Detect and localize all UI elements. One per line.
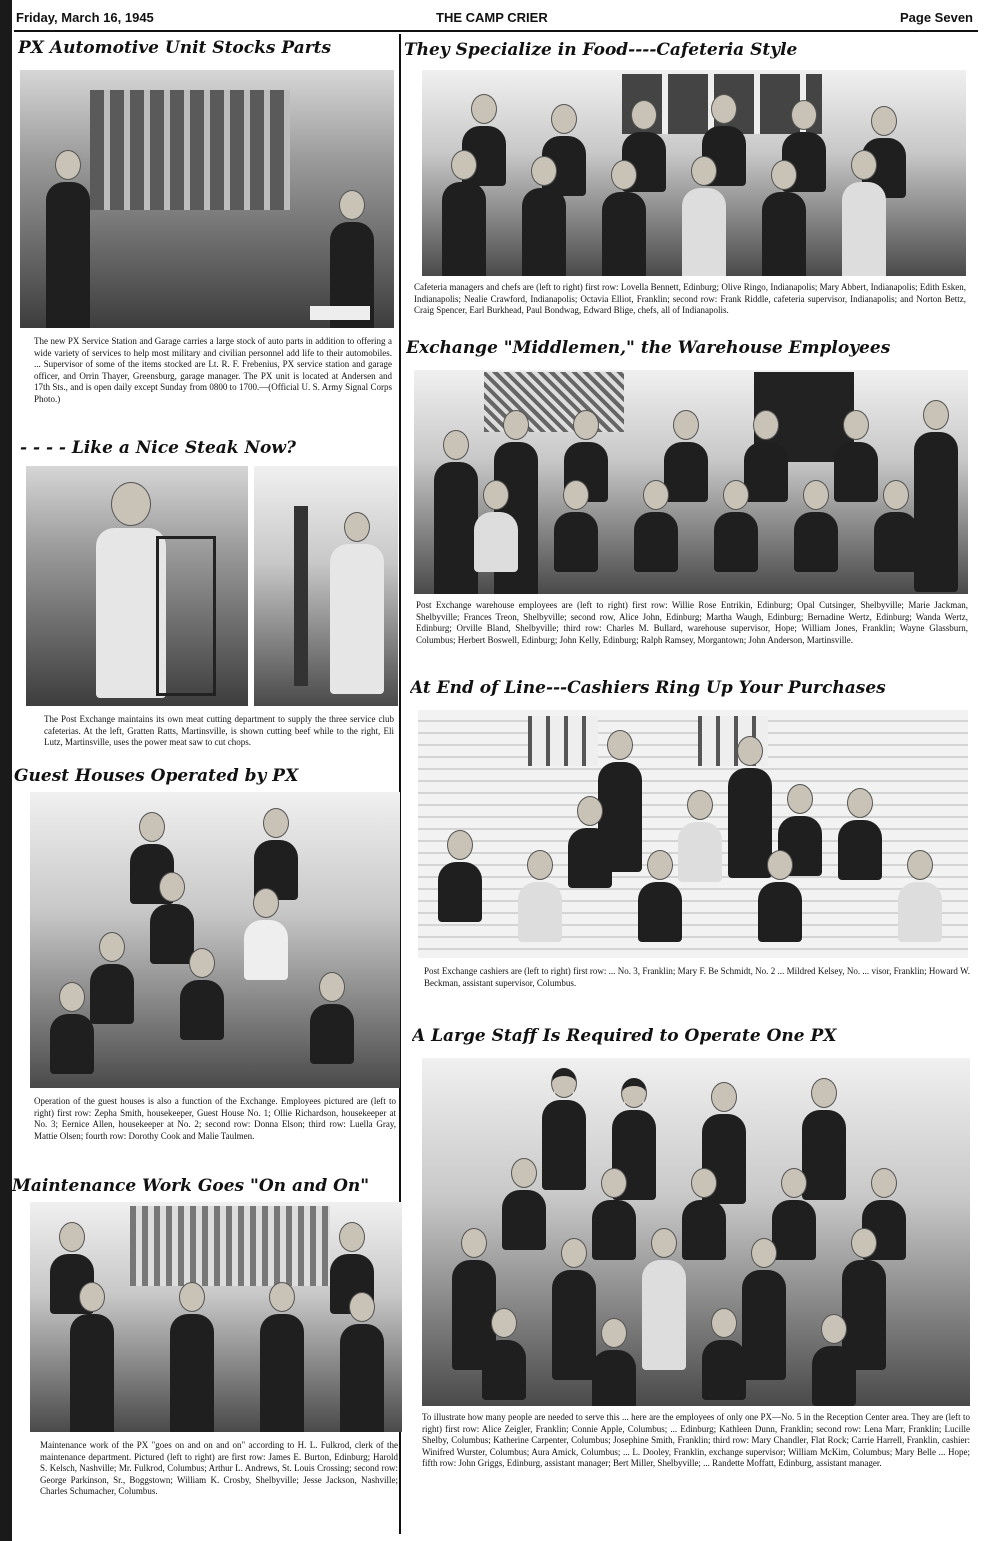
steak-photo-left <box>26 466 248 706</box>
staff-caption: To illustrate how many people are needed to serve this ... here are the employees of only one PX—No. 5 in the Reception Center area. They are (left to right) first row: Alice Zeigler, Franklin; Connie Apple, Columbus; ... Edinburg; Kathleen Dunn, Franklin; second row: Lena Marr, Franklin; Lucille Shelby, Columbus; Katherine Carpenter, Columbus; Josephine Smith, Franklin; third row: Mary Chandler, Flat Rock; Carrie Harrell, Franklin, cashier: Winifred Wurster, Columbus; Aura Amick, Columbus; ... L. Dooley, Franklin, exchange supervisor; William McKim, Columbus; Mary Belle ... Hope; fifth row: John Griggs, Edinburg, assistant manager; Bert Miller, Shelbyville; ... Randette Moffatt, Edinburg, assistant manager. <box>422 1412 970 1469</box>
cashiers-headline: At End of Line---Cashiers Ring Up Your Purchases <box>410 678 886 698</box>
warehouse-photo <box>414 370 968 594</box>
page-number: Page Seven <box>900 10 973 25</box>
steak-headline: - - - - Like a Nice Steak Now? <box>20 438 296 458</box>
steak-photo-right <box>254 466 398 706</box>
issue-date: Friday, March 16, 1945 <box>16 10 154 25</box>
newspaper-title: THE CAMP CRIER <box>436 10 548 25</box>
cashiers-photo <box>418 710 968 958</box>
page-edge-shadow <box>0 0 12 1541</box>
cafeteria-photo <box>422 70 966 276</box>
automotive-caption: The new PX Service Station and Garage carries a large stock of auto parts in addition to offering a wide variety of services to help most military and civilian personnel add life to their automobiles. ... Supervisor of some of the items stocked are Lt. R. F. Frebenius, PX service station and garage officer, and Orrin Thayer, Greensburg, garage manager. The PX unit is located at Andersen and 17th Sts., and is open daily except Sunday from 0800 to 1700.—(Official U. S. Army Signal Corps Photo.) <box>34 336 392 404</box>
maintenance-photo <box>30 1202 402 1432</box>
guest-houses-headline: Guest Houses Operated by PX <box>14 766 299 786</box>
automotive-headline: PX Automotive Unit Stocks Parts <box>18 38 332 58</box>
guest-houses-caption: Operation of the guest houses is also a function of the Exchange. Employees pictured are (left to right) first row: Zepha Smith, housekeeper, Guest House No. 1; Ollie Richardson, housekeeper at No. 3; Eernice Allen, housekeeper at No. 2; second row: Donna Elson; third row: Luella Gray, Mattie Olsen; fourth row: Dorothy Cook and Malie Taulmen. <box>34 1096 396 1141</box>
maintenance-caption: Maintenance work of the PX "goes on and on and on" according to H. L. Fulkrod, clerk of the maintenance department. Pictured (left to right) are first row: James E. Burton, Edinburg; Harold S. Kelsch, Nashville; Mr. Fulkrod, Columbus; Arthur L. Andrews, St. Louis Crossing; second row: George Parkinson, Sr., Boggstown; William K. Crosby, Shelbyville; Jesse Jackson, Nashville; Charles Schumacher, Columbus. <box>40 1440 398 1497</box>
automotive-photo <box>20 70 394 328</box>
warehouse-headline: Exchange "Middlemen," the Warehouse Employees <box>406 338 891 358</box>
cashiers-caption: Post Exchange cashiers are (left to right) first row: ... No. 3, Franklin; Mary F. Be Schmidt, No. 2 ... Mildred Kelsey, No. ... visor, Franklin; Howard W. Beckman, assistant supervisor, Columbus. <box>424 966 970 988</box>
staff-headline: A Large Staff Is Required to Operate One PX <box>412 1026 837 1046</box>
steak-caption: The Post Exchange maintains its own meat cutting department to supply the three service club cafeterias. At the left, Gratten Ratts, Martinsville, is shown cutting beef while to the right, Eli Lutz, Martinsville, uses the power meat saw to cut chops. <box>44 714 394 748</box>
cafeteria-headline: They Specialize in Food----Cafeteria Style <box>404 40 798 60</box>
guest-houses-photo <box>30 792 400 1088</box>
warehouse-caption: Post Exchange warehouse employees are (left to right) first row: Willie Rose Entrikin, Edinburg; Opal Cutsinger, Shelbyville; Marie Jackman, Shelbyville; Frances Treon, Shelbyville; second row, Alice John, Edinburg; Martha Waugh, Edinburg; Bernadine Wertz, Edinburg; Wanda Wertz, Edinburg; Orville Bland, Shelbyville; third row: Charles M. Bullard, warehouse supervisor, Hope; William Jones, Franklin; Wayne Glassburn, Columbus; Herbert Boswell, Edinburg; John Kelly, Edinburg; Ralph Ramsey, Morgantown; John Anderson, Martinsville. <box>416 600 968 645</box>
maintenance-headline: Maintenance Work Goes "On and On" <box>12 1176 370 1196</box>
header-rule <box>14 30 978 32</box>
cafeteria-caption: Cafeteria managers and chefs are (left to right) first row: Lovella Bennett, Edinburg; Olive Ringo, Indianapolis; Mary Abbert, Indianapolis; Edith Esken, Indianapolis; Nealie Crawford, Indianapolis; Octavia Elliot, Franklin; second row: Frank Riddle, cafeteria supervisor, Indianapolis; and Norton Bettz, Craig Spencer, Earl Burkhead, Paul Bondwag, Edward Blige, chefs, all of Indianapolis. <box>414 282 966 316</box>
staff-photo <box>422 1058 970 1406</box>
